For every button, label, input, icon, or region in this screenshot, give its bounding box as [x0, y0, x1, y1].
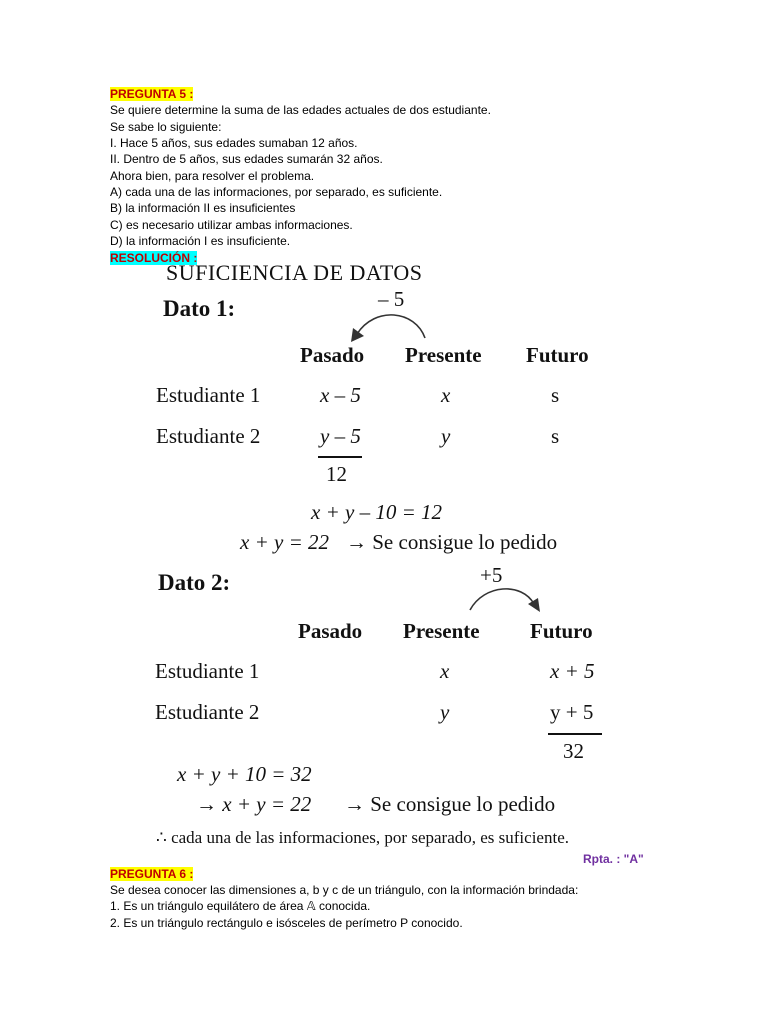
dato-2-row-1-presente: x — [440, 659, 450, 683]
dato-1-title: Dato 1: — [163, 296, 236, 321]
question-5-label: PREGUNTA 5 : — [110, 87, 194, 101]
dato-1-row-2-futuro: s — [551, 424, 560, 448]
question-5-line: Ahora bien, para resolver el problema. — [110, 169, 315, 183]
option-b: B) la información II es insuficientes — [110, 201, 296, 215]
dato-2-row-2-presente: y — [440, 700, 450, 724]
question-5-info-2: II. Dentro de 5 años, sus edades sumarán 32 años. — [110, 152, 383, 166]
back-arrow-icon — [345, 306, 435, 346]
dato-1-equation-2: x + y = 22 — [240, 530, 329, 554]
dato-2-sum: 32 — [563, 739, 584, 763]
dato-1-row-1-presente: x — [441, 383, 451, 407]
dato-2-title: Dato 2: — [158, 570, 231, 595]
dato-1-row-2-presente: y — [441, 424, 451, 448]
question-5-line: Se sabe lo siguiente: — [110, 120, 222, 134]
dato-2-sum-line — [548, 733, 602, 735]
question-5-info-1: I. Hace 5 años, sus edades sumaban 12 años. — [110, 136, 358, 150]
option-c: C) es necesario utilizar ambas informaciones. — [110, 218, 353, 232]
dato-2-arrow-label: +5 — [480, 563, 503, 587]
dato-2-row-1-name: Estudiante 1 — [155, 659, 260, 683]
forward-arrow-icon — [460, 582, 550, 616]
dato-1-header-futuro: Futuro — [526, 343, 589, 367]
dato-1-sum: 12 — [326, 462, 347, 486]
dato-1-row-1-futuro: s — [551, 383, 560, 407]
dato-2-equation-1: x + y + 10 = 32 — [177, 762, 312, 786]
dato-1-arrow-label: – 5 — [378, 287, 405, 311]
dato-2-header-pasado: Pasado — [298, 619, 363, 643]
dato-2-equation-2: → x + y = 22 — [196, 792, 312, 816]
conclusion: ∴ cada una de las informaciones, por separado, es suficiente. — [156, 828, 569, 847]
question-6-info-2: 2. Es un triángulo rectángulo e isósceles de perímetro P conocido. — [110, 916, 463, 930]
question-5-statement: Se quiere determine la suma de las edades actuales de dos estudiante. — [110, 103, 491, 117]
figure-title: SUFICIENCIA DE DATOS — [166, 260, 423, 285]
dato-1-result: → Se consigue lo pedido — [346, 530, 558, 554]
dato-1-row-1-pasado: x – 5 — [320, 383, 361, 407]
option-a: A) cada una de las informaciones, por separado, es suficiente. — [110, 185, 443, 199]
dato-1-equation-1: x + y – 10 = 12 — [311, 500, 442, 524]
dato-1-header-presente: Presente — [405, 343, 482, 367]
dato-2-header-presente: Presente — [403, 619, 480, 643]
dato-1-row-2-pasado: y – 5 — [320, 424, 361, 448]
question-6-info-1: 1. Es un triángulo equilátero de área 𝔸 conocida. — [110, 899, 371, 913]
answer-label: Rpta. : "A" — [583, 852, 644, 866]
dato-2-row-1-futuro: x + 5 — [550, 659, 595, 683]
dato-1-row-2-name: Estudiante 2 — [156, 424, 261, 448]
question-6-statement: Se desea conocer las dimensiones a, b y c de un triángulo, con la información brindada: — [110, 883, 579, 897]
resolution-label: RESOLUCIÓN : — [110, 251, 198, 265]
dato-1-row-1-name: Estudiante 1 — [156, 383, 261, 407]
dato-1-header-pasado: Pasado — [300, 343, 365, 367]
dato-2-row-2-name: Estudiante 2 — [155, 700, 260, 724]
question-6-label: PREGUNTA 6 : — [110, 867, 194, 881]
dato-2-result: → Se consigue lo pedido — [344, 792, 556, 816]
dato-2-row-2-futuro: y + 5 — [550, 700, 594, 724]
dato-1-sum-line — [318, 456, 362, 458]
dato-2-header-futuro: Futuro — [530, 619, 593, 643]
option-d: D) la información I es insuficiente. — [110, 234, 291, 248]
